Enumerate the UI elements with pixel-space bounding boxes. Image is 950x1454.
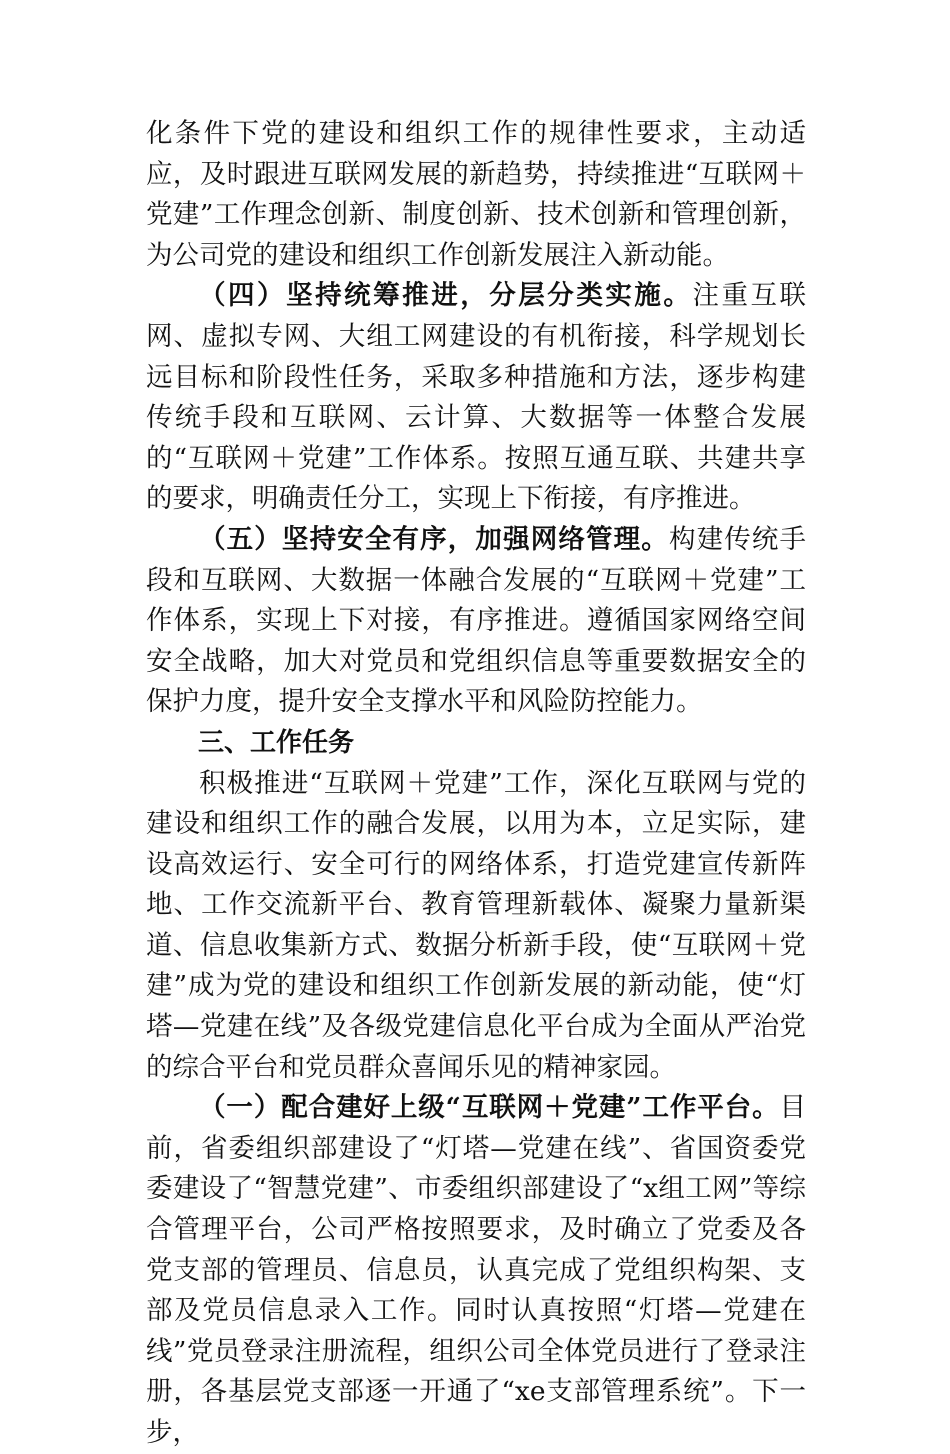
paragraph-continuation <box>146 114 806 276</box>
paragraph-section-five <box>146 520 806 723</box>
document-body <box>146 114 806 1454</box>
paragraph-lead: （四）坚持统筹推进，分层分类实施。 <box>199 280 693 312</box>
paragraph-intro <box>146 764 806 1089</box>
paragraph-task-one <box>146 1088 806 1453</box>
paragraph-lead: （五）坚持安全有序，加强网络管理。 <box>199 523 669 555</box>
paragraph-lead: （一）配合建好上级“互联网＋党建”工作平台。 <box>199 1092 780 1124</box>
paragraph-text: 注重互联网、虚拟专网、大组工网建设的有机衔接，科学规划长远目标和阶段性任务，采取多种措施和方法，逐步构建传统手段和互联网、云计算、大数据等一体整合发展的“互联网＋党建”工作体系。按照互通互联、共建共享的要求，明确责任分工，实现上下衔接，有序推进。 <box>146 280 807 515</box>
paragraph-text: 积极推进“互联网＋党建”工作，深化互联网与党的建设和组织工作的融合发展，以用为本，立足实际，建设高效运行、安全可行的网络体系，打造党建宣传新阵地、工作交流新平台、教育管理新载体、凝聚力量新渠道、信息收集新方式、数据分析新手段，使“互联网＋党建”成为党的建设和组织工作创新发展的新动能，使“灯塔—党建在线”及各级党建信息化平台成为全面从严治党的综合平台和党员群众喜闻乐见的精神家园。 <box>146 767 806 1083</box>
section-heading: 三、工作任务 <box>198 727 355 758</box>
paragraph-text: 化条件下党的建设和组织工作的规律性要求，主动适应，及时跟进互联网发展的新趋势，持续推进“互联网＋党建”工作理念创新、制度创新、技术创新和管理创新，为公司党的建设和组织工作创新发展注入新动能。 <box>146 118 806 271</box>
paragraph-text: 目前，省委组织部建设了“灯塔—党建在线”、省国资委党委建设了“智慧党建”、市委组织部建设了“x组工网”等综合管理平台，公司严格按照要求，及时确立了党委及各党支部的管理员、信息员，认真完成了党组织构架、支部及党员信息录入工作。同时认真按照“灯塔—党建在线”党员登录注册流程，组织公司全体党员进行了登录注册，各基层党支部逐一开通了“xe支部管理系统”。下一步， <box>146 1092 806 1448</box>
paragraph-text: 构建传统手段和互联网、大数据一体融合发展的“互联网＋党建”工作体系，实现上下对接，有序推进。遵循国家网络空间安全战略，加大对党员和党组织信息等重要数据安全的保护力度，提升安全支撑水平和风险防控能力。 <box>146 523 807 718</box>
paragraph-section-four <box>146 276 806 520</box>
